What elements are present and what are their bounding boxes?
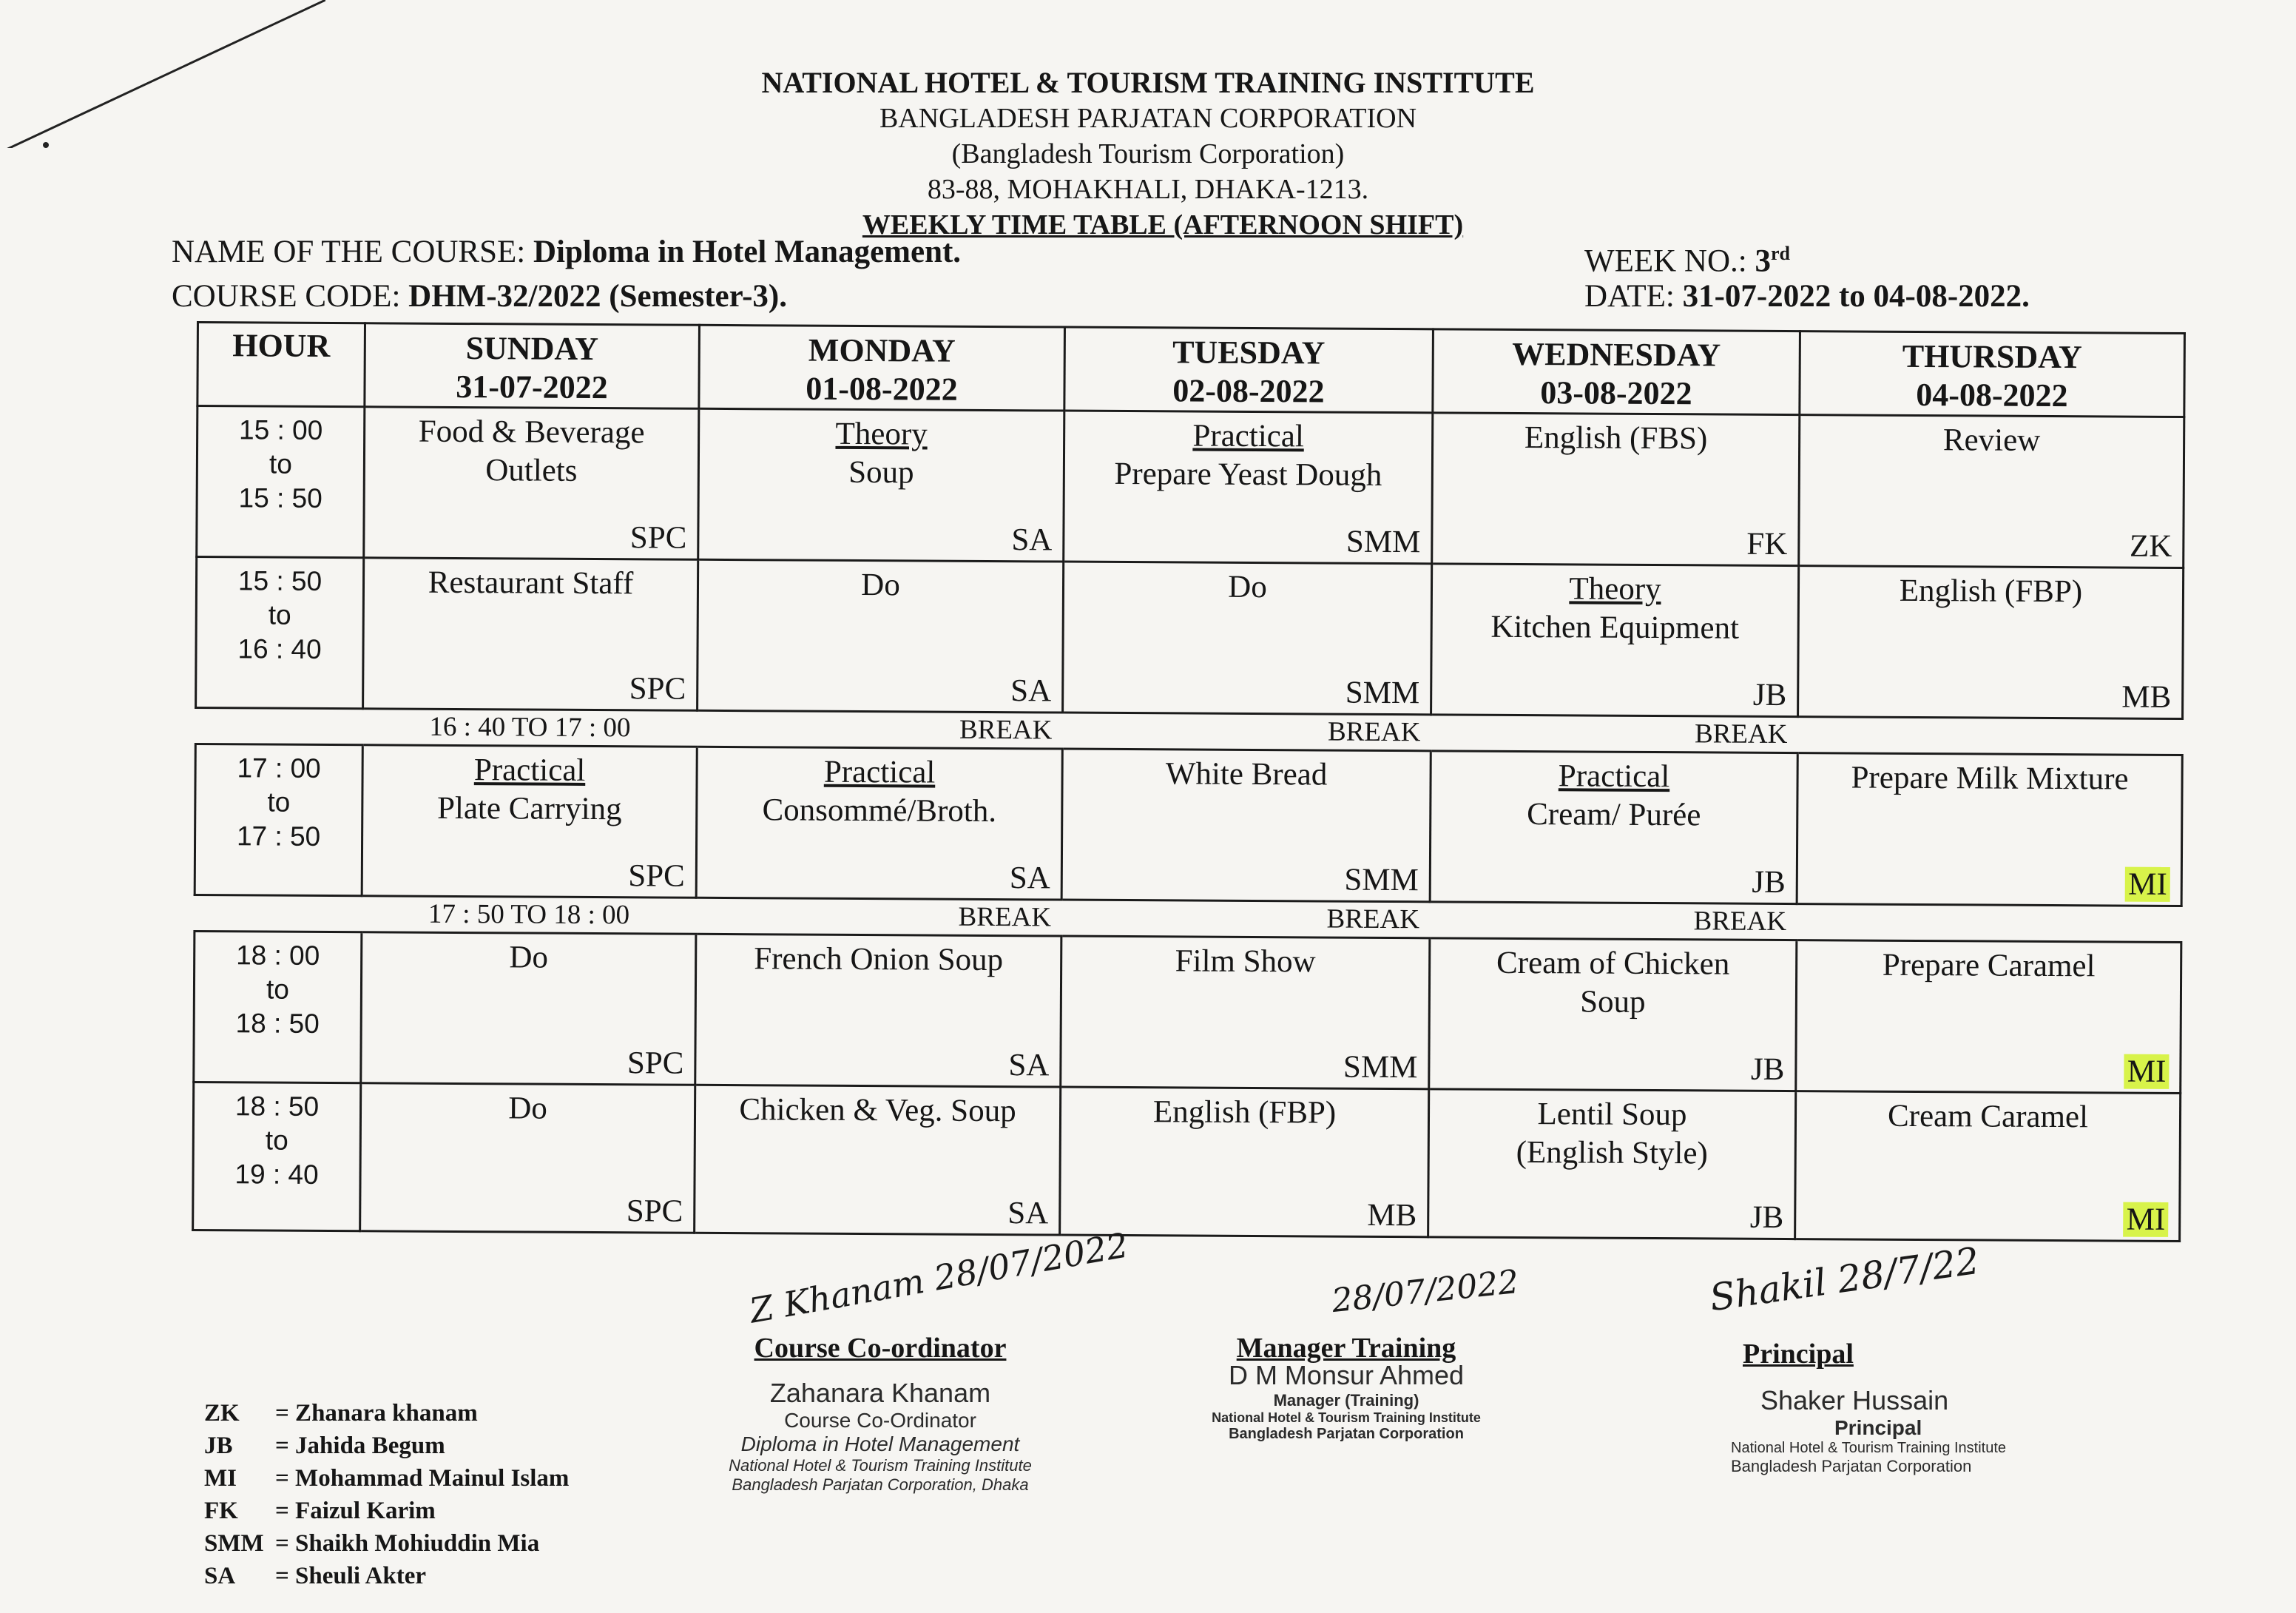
timetable-row — [194, 931, 2181, 1093]
instructor-code: SMM — [1345, 524, 1421, 560]
instructor-code: FK — [1746, 526, 1788, 562]
instructor-code: MI — [2124, 1054, 2170, 1089]
hour-start: 17 : 00 — [237, 752, 321, 784]
instructor-initials — [1346, 524, 1421, 562]
instructor-code: JB — [1752, 677, 1787, 713]
break-spacer — [195, 708, 362, 745]
institute-address: 83-88, MOHAKHALI, DHAKA-1213. — [927, 174, 1369, 205]
hour-start: 15 : 00 — [238, 414, 323, 445]
legend-name: = Faizul Karim — [275, 1498, 436, 1524]
class-cell — [360, 1083, 695, 1233]
day-header — [1433, 329, 1800, 415]
break-label: BREAK — [697, 710, 1062, 749]
legend-abbr: SA — [204, 1563, 236, 1589]
hour-to: to — [265, 1125, 288, 1156]
instructor-initials — [1344, 862, 1419, 900]
class-cell — [1799, 415, 2184, 568]
class-cell — [361, 932, 696, 1085]
instructor-code: JB — [1750, 1051, 1785, 1088]
manager-stamp-institute: National Hotel & Tourism Training Institute — [1212, 1410, 1481, 1425]
instructor-initials — [1753, 677, 1787, 714]
class-cell — [1429, 938, 1797, 1091]
document-title: WEEKLY TIME TABLE (AFTERNOON SHIFT) — [862, 209, 1464, 240]
subject-line: Do — [509, 940, 549, 975]
break-spacer — [1797, 717, 2182, 755]
day-header — [1064, 327, 1434, 413]
timetable-header-row — [197, 323, 2185, 417]
coordinator-title: Course Co-ordinator — [754, 1333, 1007, 1364]
manager-signature-block — [1169, 1332, 1524, 1443]
principal-handwritten-signature: Shakil 28/7/22 — [1706, 1239, 1982, 1320]
instructor-initials — [2121, 679, 2171, 716]
coordinator-handwritten-signature: Z Khanam 28/07/2022 — [746, 1225, 1132, 1331]
week-number-label: WEEK NO.: — [1584, 243, 1747, 279]
class-cell — [1795, 1091, 2181, 1242]
course-code-label: COURSE CODE: — [172, 279, 401, 314]
class-cell — [363, 558, 698, 711]
instructor-code: SMM — [1343, 1049, 1418, 1085]
coordinator-stamp-role: Course Co-Ordinator — [784, 1409, 976, 1432]
day-name: TUESDAY — [1172, 334, 1326, 371]
subject-line-2: Soup — [1580, 984, 1646, 1020]
day-date: 04-08-2022 — [1916, 376, 2068, 414]
instructor-code: SA — [1011, 522, 1053, 558]
hour-slot — [197, 406, 365, 558]
class-type: Practical — [823, 754, 936, 790]
hour-end: 16 : 40 — [237, 633, 322, 664]
instructor-initials — [627, 1045, 684, 1082]
legend-row — [204, 1527, 569, 1560]
hour-start: 18 : 50 — [234, 1091, 320, 1122]
course-code-line — [172, 277, 787, 317]
class-cell — [696, 747, 1062, 900]
principal-stamp-institute: National Hotel & Tourism Training Institute — [1731, 1440, 2007, 1456]
hour-slot — [195, 744, 362, 895]
hour-slot — [196, 557, 364, 709]
instructor-code: SMM — [1344, 862, 1419, 898]
date-range-label: DATE: — [1584, 279, 1675, 314]
timetable-row — [193, 1082, 2181, 1241]
class-cell — [1061, 936, 1430, 1089]
hour-to: to — [268, 599, 291, 630]
principal-signature-block — [1694, 1338, 2049, 1476]
principal-title: Principal — [1743, 1338, 1854, 1370]
break-label: BREAK — [1431, 715, 1797, 753]
instructor-initials — [627, 1193, 683, 1230]
instructor-initials — [1010, 860, 1050, 897]
day-date: 02-08-2022 — [1172, 372, 1325, 410]
course-name-line — [172, 232, 961, 272]
principal-stamp-corporation: Bangladesh Parjatan Corporation — [1731, 1457, 1972, 1475]
subject-line: English (FBS) — [1524, 420, 1708, 457]
subject-line: Do — [861, 568, 900, 603]
instructor-code: ZK — [2129, 528, 2172, 564]
class-cell — [1798, 566, 2184, 719]
instructor-initials — [1367, 1197, 1417, 1234]
legend-row — [204, 1430, 569, 1462]
class-type: Theory — [1569, 571, 1661, 607]
class-cell — [1060, 1087, 1429, 1237]
class-cell — [1797, 753, 2182, 906]
break-spacer — [1797, 904, 2181, 943]
subject-line: Film Show — [1175, 943, 1316, 980]
subject-line: Do — [1228, 569, 1267, 605]
class-cell — [364, 407, 699, 560]
subject-line: Restaurant Staff — [428, 565, 634, 602]
day-date: 01-08-2022 — [806, 370, 958, 408]
legend-abbr: FK — [204, 1498, 238, 1524]
legend-abbr: SMM — [204, 1530, 264, 1557]
day-header — [1800, 331, 2185, 417]
manager-title: Manager Training — [1236, 1333, 1456, 1364]
class-type: Practical — [473, 752, 586, 788]
day-name: MONDAY — [808, 331, 956, 369]
class-cell — [1432, 413, 1800, 566]
subject-line: Prepare Yeast Dough — [1114, 456, 1382, 493]
break-label: BREAK — [1062, 713, 1431, 751]
subject-line: English (FBP) — [1899, 573, 2083, 610]
legend-name: = Shaikh Mohiuddin Mia — [275, 1530, 540, 1557]
legend-name: = Mohammad Mainul Islam — [275, 1465, 570, 1492]
break-label: BREAK — [696, 898, 1061, 936]
manager-stamp-corporation: Bangladesh Parjatan Corporation — [1229, 1426, 1464, 1442]
day-date: 31-07-2022 — [456, 368, 608, 406]
instructor-code: SPC — [629, 671, 686, 707]
hour-to: to — [266, 974, 289, 1005]
course-name-label: NAME OF THE COURSE: — [172, 235, 526, 269]
instructor-initials — [1008, 1047, 1049, 1084]
subject-line: Consommé/Broth. — [762, 792, 997, 829]
subject-line: French Onion Soup — [754, 941, 1004, 978]
break-time: 16 : 40 TO 17 : 00 — [362, 709, 697, 747]
class-cell — [1063, 562, 1432, 715]
class-cell — [1796, 940, 2181, 1094]
week-number-line — [1584, 234, 1790, 281]
legend-name: = Zhanara khanam — [275, 1400, 478, 1427]
legend-abbr: JB — [204, 1432, 233, 1459]
hour-to: to — [267, 787, 291, 818]
instructor-code: SA — [1009, 861, 1050, 896]
date-range-line — [1584, 277, 2030, 317]
legend-row — [204, 1397, 569, 1430]
class-cell — [1431, 564, 1799, 717]
hour-to: to — [269, 448, 292, 479]
instructor-code: SPC — [626, 1193, 683, 1229]
corporation-name: BANGLADESH PARJATAN CORPORATION — [879, 103, 1417, 134]
instructor-initials — [1343, 1049, 1418, 1087]
timetable-row — [196, 557, 2184, 719]
coordinator-stamp-institute: National Hotel & Tourism Training Institute — [729, 1456, 1032, 1475]
instructor-initials — [1010, 673, 1051, 710]
class-cell — [362, 745, 697, 898]
instructor-code: MB — [2121, 679, 2172, 715]
break-time: 17 : 50 TO 18 : 00 — [362, 896, 696, 935]
subject-line: Cream Caramel — [1887, 1098, 2089, 1135]
day-header — [365, 323, 700, 409]
subject-line-2: Outlets — [485, 453, 578, 488]
course-name-value: Diploma in Hotel Management. — [533, 235, 962, 269]
hour-end: 17 : 50 — [236, 821, 321, 852]
coordinator-signature-block — [673, 1332, 1087, 1495]
class-cell — [1064, 411, 1433, 564]
hour-slot — [194, 931, 362, 1082]
principal-stamp-role: Principal — [1834, 1416, 1922, 1439]
legend-row — [204, 1462, 569, 1495]
subject-line: Soup — [848, 454, 914, 491]
subject-line: Prepare Milk Mixture — [1851, 760, 2129, 797]
class-cell — [698, 408, 1064, 562]
manager-handwritten-signature: 28/07/2022 — [1330, 1262, 1521, 1321]
class-cell — [698, 559, 1064, 713]
subject-line: Plate Carrying — [436, 790, 622, 827]
instructor-initials — [630, 519, 687, 556]
subject-line: Food & Beverage — [418, 414, 645, 451]
instructor-code: SPC — [627, 1045, 684, 1081]
legend-name: = Sheuli Akter — [275, 1563, 426, 1589]
week-number-suffix: rd — [1770, 243, 1790, 264]
timetable — [192, 321, 2186, 1242]
legend-row — [204, 1495, 569, 1527]
class-cell — [695, 934, 1061, 1087]
manager-stamp-role: Manager (Training) — [1273, 1391, 1419, 1410]
subject-line: Do — [508, 1091, 547, 1126]
day-date: 03-08-2022 — [1540, 374, 1692, 412]
instructor-initials — [2124, 1202, 2169, 1239]
instructor-code: MB — [1367, 1197, 1417, 1233]
coordinator-stamp-corporation: Bangladesh Parjatan Corporation, Dhaka — [732, 1475, 1029, 1494]
subject-line: Review — [1942, 422, 2041, 458]
instructor-code: JB — [1752, 864, 1786, 900]
subject-line: White Bread — [1165, 756, 1328, 792]
instructor-code: SA — [1010, 673, 1052, 709]
instructor-initials — [1345, 675, 1420, 713]
principal-stamp-name: Shaker Hussain — [1760, 1385, 1949, 1415]
subject-line: Prepare Caramel — [1882, 947, 2096, 984]
instructor-code: SA — [1007, 1196, 1049, 1231]
subject-line: English (FBP) — [1152, 1094, 1337, 1131]
class-type: Theory — [835, 416, 928, 452]
timetable-row — [197, 406, 2184, 568]
day-name: SUNDAY — [465, 330, 599, 368]
instructor-initials — [2124, 1054, 2170, 1091]
instructor-initials — [1752, 864, 1786, 901]
subject-line: Lentil Soup — [1537, 1097, 1687, 1133]
instructor-initials — [1007, 1195, 1048, 1232]
instructor-code: SMM — [1345, 675, 1420, 711]
class-cell — [1428, 1089, 1796, 1239]
instructor-initials — [629, 670, 686, 707]
corporation-english-name: (Bangladesh Tourism Corporation) — [951, 138, 1345, 169]
day-name: THURSDAY — [1902, 337, 2082, 376]
document-header — [0, 65, 2296, 243]
date-range-value: 31-07-2022 to 04-08-2022. — [1682, 279, 2030, 314]
coordinator-stamp-name: Zahanara Khanam — [769, 1378, 991, 1408]
hour-column-header: HOUR — [197, 323, 365, 407]
legend-abbr: MI — [204, 1465, 237, 1492]
subject-line: Cream/ Purée — [1527, 797, 1701, 833]
hour-end: 19 : 40 — [234, 1159, 319, 1190]
hour-slot — [193, 1082, 361, 1230]
class-type: Practical — [1192, 418, 1304, 454]
class-cell — [1061, 749, 1431, 902]
break-label: BREAK — [1061, 900, 1430, 938]
instructor-initials — [1011, 522, 1052, 559]
instructor-code: SPC — [629, 520, 687, 556]
break-spacer — [195, 895, 362, 932]
instructor-initials — [1751, 1051, 1785, 1088]
instructor-code: SPC — [628, 858, 685, 894]
hour-start: 15 : 50 — [237, 565, 323, 596]
instructor-initials — [2130, 528, 2172, 565]
institute-name: NATIONAL HOTEL & TOURISM TRAINING INSTITUTE — [761, 66, 1535, 99]
instructor-initials — [628, 858, 685, 895]
day-name: WEDNESDAY — [1512, 335, 1721, 374]
hour-end: 15 : 50 — [238, 482, 323, 513]
class-cell — [695, 1085, 1061, 1235]
class-cell — [1430, 751, 1797, 904]
legend-row — [204, 1560, 569, 1592]
legend-name: = Jahida Begum — [275, 1432, 445, 1459]
instructor-code: MI — [2124, 1202, 2169, 1237]
instructor-initials — [2125, 866, 2170, 903]
subject-line: Chicken & Veg. Soup — [739, 1092, 1016, 1129]
instructor-initials — [1750, 1199, 1784, 1236]
subject-line: Kitchen Equipment — [1490, 609, 1740, 646]
subject-line-2: (English Style) — [1516, 1134, 1708, 1171]
instructor-legend — [204, 1397, 569, 1592]
class-type: Practical — [1558, 758, 1670, 795]
instructor-code: SA — [1008, 1048, 1050, 1083]
instructor-code: MI — [2125, 867, 2170, 902]
subject-line: Cream of Chicken — [1496, 945, 1730, 982]
hour-start: 18 : 00 — [236, 940, 320, 971]
week-number-value: 3 — [1755, 243, 1771, 279]
day-header — [699, 325, 1065, 411]
manager-stamp-name: D M Monsur Ahmed — [1228, 1360, 1465, 1390]
instructor-initials — [1746, 526, 1787, 563]
instructor-code: JB — [1749, 1199, 1784, 1235]
legend-abbr: ZK — [204, 1400, 240, 1427]
break-label: BREAK — [1430, 902, 1797, 940]
timetable-row — [195, 744, 2182, 906]
coordinator-stamp-program: Diploma in Hotel Management — [740, 1432, 1020, 1455]
course-code-value: DHM-32/2022 (Semester-3). — [408, 279, 787, 314]
hour-end: 18 : 50 — [235, 1008, 320, 1039]
